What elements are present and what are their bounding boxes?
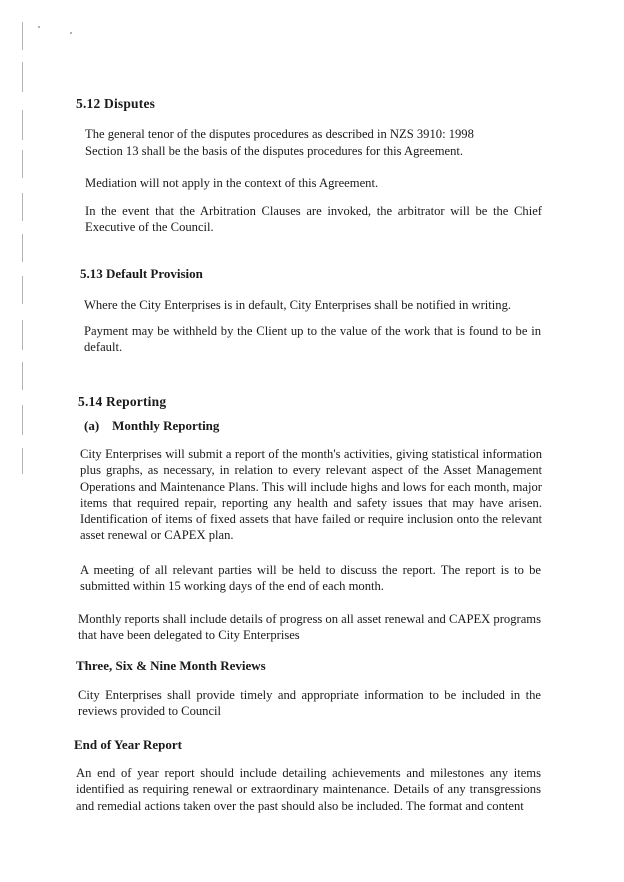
binding-mark	[22, 150, 23, 178]
binding-mark	[22, 234, 23, 262]
monthly-report-paragraph: City Enterprises will submit a report of the month's activities, giving statistical information plus graphs, as necessary, in relation to every relevant aspect of the Asset Management Operations and Maintenance Plans. This will include highs and lows for each month, major items that required repair, reporting any health and safety issues that may have arisen. Identification of items of fixed assets that have failed or require inclusion onto the relevant asset renewal or CAPEX plan.	[80, 447, 542, 543]
binding-mark	[22, 110, 23, 140]
monthly-meeting-paragraph: A meeting of all relevant parties will be held to discuss the report. The report is to be submitted within 15 working days of the end of each month.	[80, 563, 541, 594]
disputes-mediation-paragraph: Mediation will not apply in the context of this Agreement.	[85, 176, 379, 190]
end-of-year-paragraph: An end of year report should include detailing achievements and milestones any items identified as requiring renewal or extraordinary maintenance. Details of any transgressions and remedial actions taken over the past should also be included. The format and content	[76, 766, 541, 813]
default-notification-paragraph: Where the City Enterprises is in default, City Enterprises shall be notified in writing.	[84, 298, 512, 312]
section-heading-disputes: 5.12 Disputes	[76, 96, 156, 111]
disputes-paragraph-line-2: Section 13 shall be the basis of the disputes procedures for this Agreement.	[85, 144, 464, 158]
disputes-arbitration-paragraph: In the event that the Arbitration Clauses are invoked, the arbitrator will be the Chief Executive of the Council.	[85, 204, 542, 235]
binding-mark	[22, 276, 23, 304]
binding-mark	[22, 362, 23, 390]
speck	[70, 32, 72, 34]
subheading-monthly-reporting: (a) Monthly Reporting	[84, 418, 220, 433]
binding-mark	[22, 405, 23, 435]
monthly-progress-paragraph: Monthly reports shall include details of progress on all asset renewal and CAPEX programs that have been delegated to City Enterprises	[78, 612, 541, 643]
binding-mark	[22, 62, 23, 92]
section-heading-month-reviews: Three, Six & Nine Month Reviews	[76, 658, 266, 673]
section-heading-reporting: 5.14 Reporting	[78, 394, 167, 409]
binding-mark	[22, 22, 23, 50]
month-reviews-paragraph: City Enterprises shall provide timely and appropriate information to be included in the reviews provided to Council	[78, 688, 541, 719]
default-payment-paragraph: Payment may be withheld by the Client up to the value of the work that is found to be in default.	[84, 324, 541, 355]
binding-mark	[22, 193, 23, 221]
binding-mark	[22, 448, 23, 474]
section-heading-end-of-year-report: End of Year Report	[74, 737, 182, 752]
speck	[38, 26, 40, 28]
binding-mark	[22, 320, 23, 350]
section-heading-default-provision: 5.13 Default Provision	[80, 266, 203, 281]
disputes-paragraph-line-1: The general tenor of the disputes procedures as described in NZS 3910: 1998	[85, 127, 474, 141]
